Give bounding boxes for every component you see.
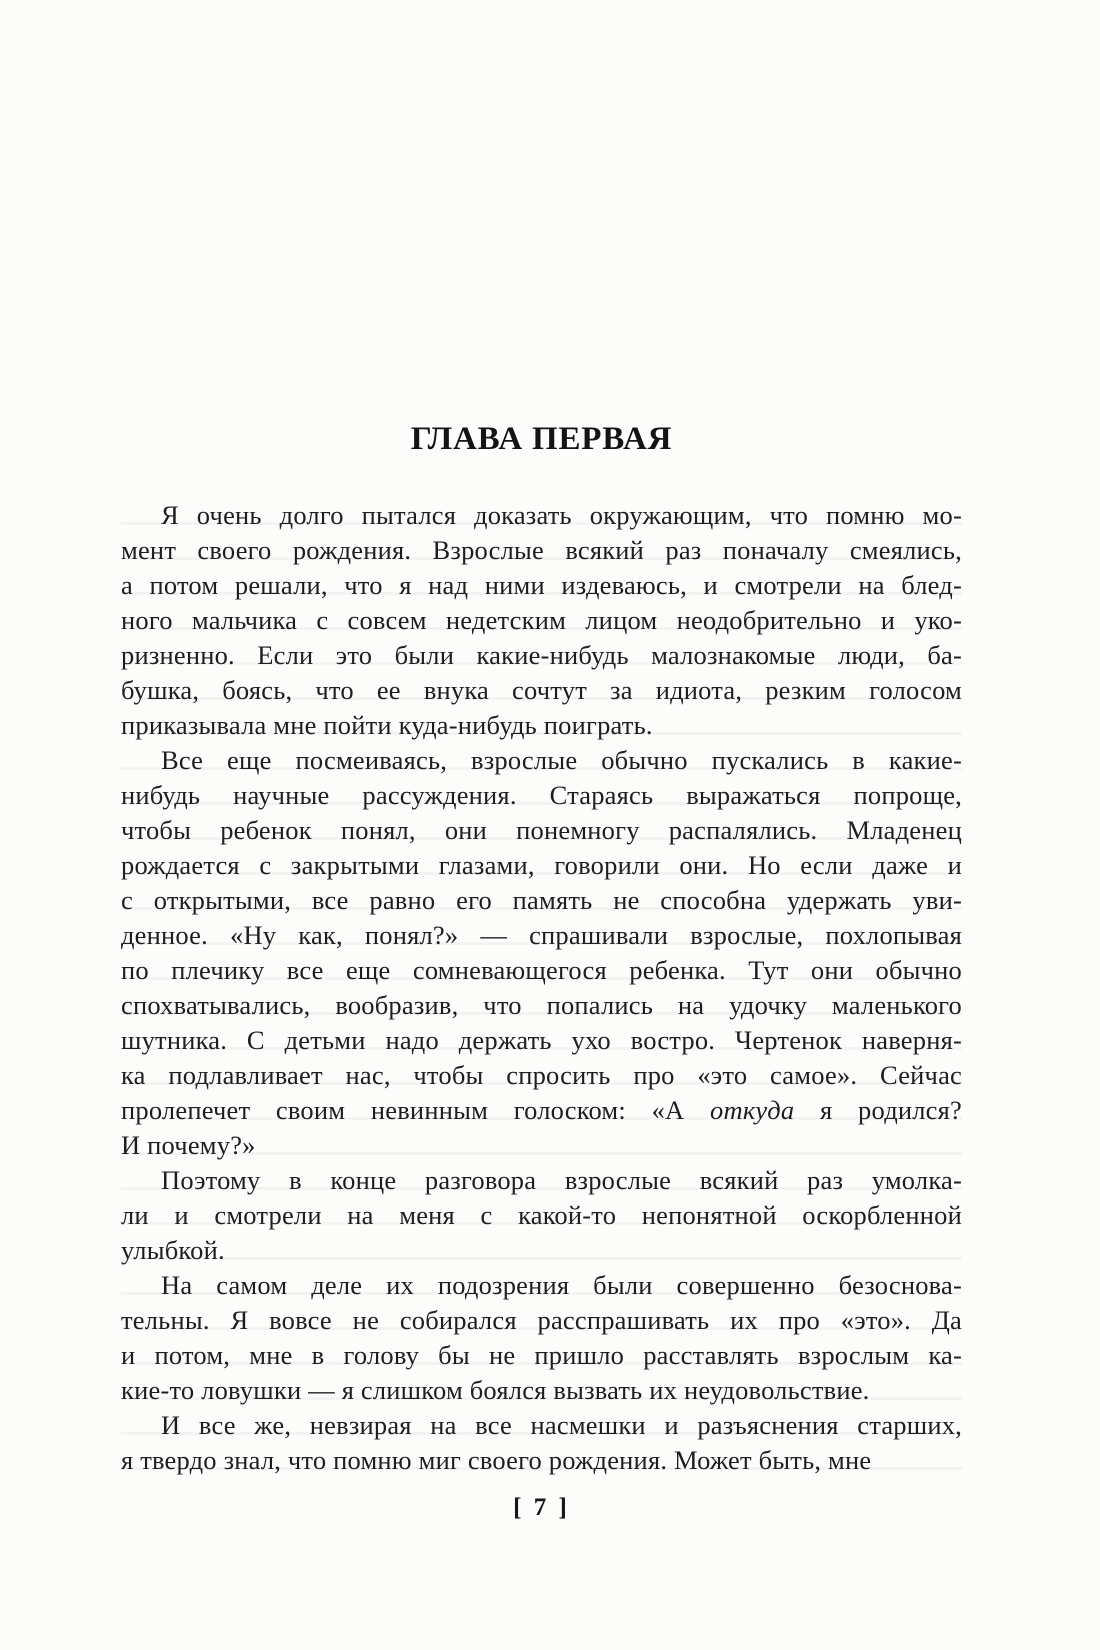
- text-line: Я очень долго пытался доказать окружающим, что помню мо-: [161, 500, 962, 530]
- text-line: ка подлавливает нас, чтобы спросить про «это самое». Сейчас: [121, 1060, 962, 1090]
- text-line: На самом деле их подозрения были совершенно безоснова-: [161, 1270, 962, 1300]
- text-line: приказывала мне пойти куда-нибудь поиграть.: [121, 710, 653, 740]
- paragraph: [121, 498, 962, 743]
- text-line: мент своего рождения. Взрослые всякий раз поначалу смеялись,: [121, 535, 962, 565]
- paragraph: [121, 1408, 962, 1478]
- text-line: а потом решали, что я над ними издеваюсь, и смотрели на блед-: [121, 570, 962, 600]
- text-line: я твердо знал, что помню миг своего рождения. Может быть, мне: [121, 1445, 872, 1475]
- paragraph: [121, 743, 962, 1163]
- text-line: Поэтому в конце разговора взрослые всякий раз умолка-: [161, 1165, 962, 1195]
- text-line: спохватывались, вообразив, что попались на удочку маленького: [121, 990, 962, 1020]
- text-line: И почему?»: [121, 1130, 256, 1160]
- text-line: денное. «Ну как, понял?» — спрашивали взрослые, похлопывая: [121, 920, 962, 950]
- text-line: рождается с закрытыми глазами, говорили они. Но если даже и: [121, 850, 962, 880]
- text-line: улыбкой.: [121, 1235, 225, 1265]
- text-line: тельны. Я вовсе не собирался расспрашивать их про «это». Да: [121, 1305, 962, 1335]
- paragraph: [121, 1163, 962, 1268]
- text-line: с открытыми, все равно его память не способна удержать уви-: [121, 885, 962, 915]
- text-line: чтобы ребенок понял, они понемногу распалялись. Младенец: [121, 815, 962, 845]
- text-line: шутника. С детьми надо держать ухо востро. Чертенок наверня-: [121, 1025, 962, 1055]
- text-line: пролепечет своим невинным голоском: «А откуда я родился?: [121, 1095, 962, 1125]
- text-line: ного мальчика с совсем недетским лицом неодобрительно и уко-: [121, 605, 962, 635]
- text-column: [121, 0, 962, 1650]
- text-line: ризненно. Если это были какие-нибудь малознакомые люди, ба-: [121, 640, 962, 670]
- text-line: Все еще посмеиваясь, взрослые обычно пускались в какие-: [161, 745, 962, 775]
- page-number-footer: [ 7 ]: [513, 1494, 570, 1521]
- text-line: И все же, невзирая на все насмешки и разъяснения старших,: [161, 1410, 962, 1440]
- text-line: кие-то ловушки — я слишком боялся вызвать их неудовольствие.: [121, 1375, 870, 1405]
- italic-word: откуда: [710, 1095, 795, 1125]
- text-line: нибудь научные рассуждения. Стараясь выражаться попроще,: [121, 780, 962, 810]
- text-line: по плечику все еще сомневающегося ребенка. Тут они обычно: [121, 955, 962, 985]
- paragraph: [121, 1268, 962, 1408]
- text-line: и потом, мне в голову бы не пришло расставлять взрослым ка-: [121, 1340, 962, 1370]
- body-text: [121, 498, 962, 1478]
- text-line: ли и смотрели на меня с какой-то непонятной оскорбленной: [121, 1200, 962, 1230]
- chapter-title: ГЛАВА ПЕРВАЯ: [410, 421, 673, 457]
- text-line: бушка, боясь, что ее внука сочтут за идиота, резким голосом: [121, 675, 962, 705]
